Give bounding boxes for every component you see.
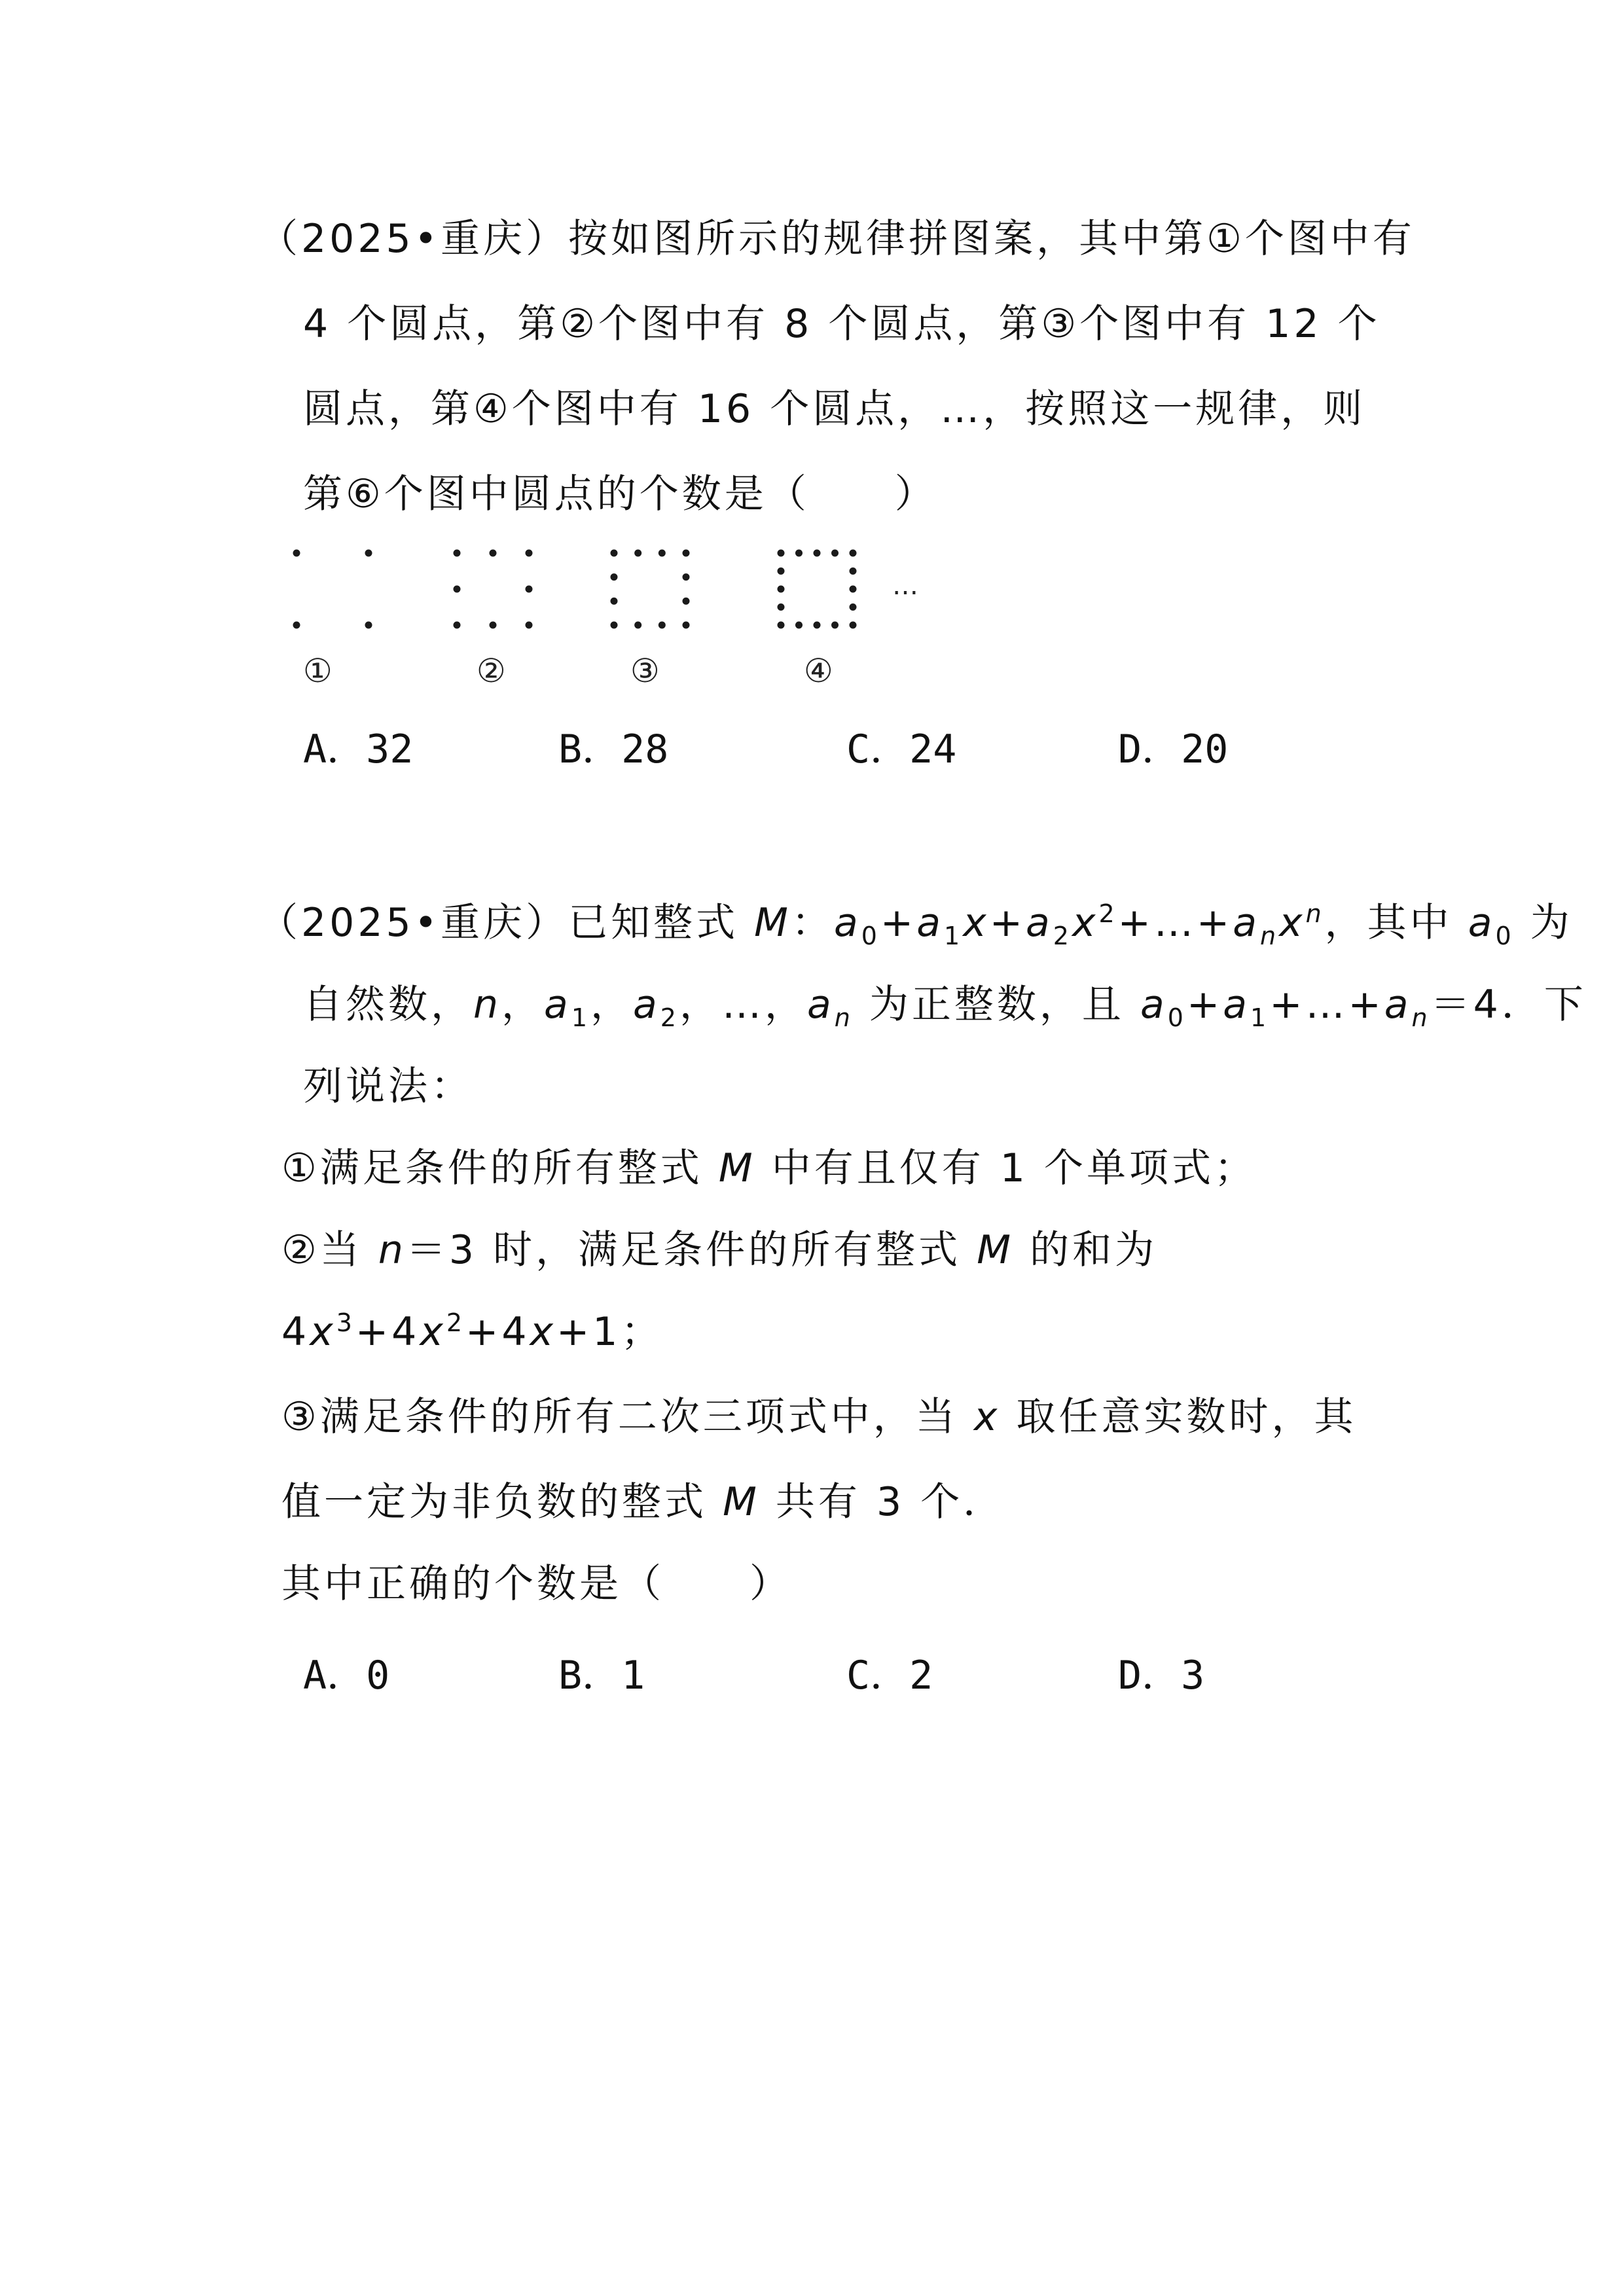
pattern-2-dot-5 — [526, 586, 533, 593]
pattern-2-dot-7 — [490, 622, 497, 629]
pattern-1-dot-4 — [365, 622, 372, 629]
q2-conclusion: 其中正确的个数是（ ） — [281, 1561, 792, 1607]
q1-option-c[interactable] — [846, 726, 957, 772]
q1-option-c-value: 24 — [909, 726, 957, 772]
q1-option-b[interactable] — [558, 726, 669, 772]
pattern-4-dot-15 — [831, 622, 839, 629]
figure-label-2: ② — [477, 652, 506, 690]
pattern-1-dot-3 — [293, 622, 300, 629]
q1-option-b-value: 28 — [621, 726, 669, 772]
pattern-2-dot-2 — [490, 550, 497, 557]
q1-option-d-value: 20 — [1181, 726, 1229, 772]
pattern-3-dot-1 — [611, 550, 618, 557]
pattern-2-dot-4 — [454, 586, 461, 593]
q2-statement-3: ③满足条件的所有二次三项式中，当 x 取任意实数时，其 — [281, 1394, 1357, 1440]
q2-option-d-letter: D． — [1118, 1653, 1182, 1698]
dot-pattern-svg — [274, 543, 928, 648]
q2-line-2: 自然数，n，$a_1$，$a_2$，…，$a_n$ 为正整数，且 $a_0+a_1+\dots+a_n=4$．下 — [303, 982, 1587, 1032]
q2-option-c[interactable] — [846, 1653, 933, 1698]
dot-pattern-figure — [274, 543, 928, 694]
pattern-3-dot-6 — [683, 573, 690, 581]
q2-option-b[interactable] — [558, 1653, 645, 1698]
q1-option-a-letter: A． — [303, 726, 367, 772]
pattern-2-dot-6 — [454, 622, 461, 629]
pattern-3-dot-7 — [611, 598, 618, 605]
pattern-3-dot-5 — [611, 573, 618, 581]
figure-label-3: ③ — [630, 652, 660, 690]
q1-option-a-value: 32 — [366, 726, 414, 772]
q2-option-c-value: 2 — [909, 1653, 933, 1698]
pattern-2-dot-8 — [526, 622, 533, 629]
q2-option-c-letter: C． — [846, 1653, 910, 1698]
pattern-4-dot-5 — [850, 550, 857, 557]
figure-label-4: ④ — [804, 652, 833, 690]
q2-option-b-letter: B． — [558, 1653, 622, 1698]
pattern-4-dot-8 — [778, 586, 785, 593]
pattern-1-dot-2 — [365, 550, 372, 557]
pattern-4-dot-14 — [814, 622, 821, 629]
q2-statement-2-expression: $4x^3+4x^2+4x+1$； — [281, 1308, 664, 1355]
q1-option-d-letter: D． — [1118, 726, 1182, 772]
pattern-4-dot-12 — [778, 622, 785, 629]
q1-line-4 — [303, 471, 937, 517]
pattern-3-dot-2 — [634, 550, 641, 557]
q1-option-b-letter: B． — [558, 726, 622, 772]
pattern-4-dot-10 — [778, 603, 785, 611]
pattern-2-dot-3 — [526, 550, 533, 557]
pattern-3-dot-9 — [611, 622, 618, 629]
pattern-4-dot-1 — [778, 550, 785, 557]
pattern-3-dot-11 — [659, 622, 666, 629]
pattern-4-dot-13 — [795, 622, 803, 629]
q2-option-a-letter: A． — [303, 1653, 367, 1698]
q2-option-a-value: 0 — [366, 1653, 390, 1698]
q1-stem-line4: 第⑥个图中圆点的个数是（ ） — [303, 471, 937, 517]
pattern-1-dot-1 — [293, 550, 300, 557]
pattern-4-dot-11 — [850, 603, 857, 611]
q2-option-a[interactable] — [303, 1653, 390, 1698]
pattern-3-dot-12 — [683, 622, 690, 629]
pattern-4-dot-2 — [795, 550, 803, 557]
pattern-3-dot-8 — [683, 598, 690, 605]
q1-source: （2025•重庆） — [259, 216, 569, 262]
q2-option-d-value: 3 — [1181, 1653, 1205, 1698]
var-M: M — [754, 900, 791, 946]
pattern-4-dot-6 — [778, 567, 785, 575]
q1-stem-line2: 4 个圆点，第②个图中有 8 个圆点，第③个图中有 12 个 — [303, 301, 1380, 347]
q1-option-d[interactable] — [1118, 726, 1229, 772]
pattern-2-dot-1 — [454, 550, 461, 557]
pattern-3-dot-3 — [659, 550, 666, 557]
q2-option-d[interactable] — [1118, 1653, 1205, 1698]
q2-statement-3-cont: 值一定为非负数的整式 M 共有 3 个． — [281, 1479, 1006, 1525]
pattern-3-dot-4 — [683, 550, 690, 557]
q2-statement-2: ②当 n＝3 时，满足条件的所有整式 M 的和为 — [281, 1227, 1158, 1273]
q1-stem-line1: 按如图所示的规律拼图案，其中第①个图中有 — [568, 216, 1415, 262]
pattern-3-dot-10 — [634, 622, 641, 629]
pattern-4-dot-3 — [814, 550, 821, 557]
q1-line-1 — [259, 216, 1415, 262]
figure-ellipsis: … — [892, 571, 918, 601]
q1-option-c-letter: C． — [846, 726, 910, 772]
figure-label-1: ① — [303, 652, 333, 690]
q2-source: （2025•重庆） — [259, 900, 569, 946]
q2-line-1: （2025•重庆）已知整式 M：$a_0+a_1x+a_2x^2+\dots+a_nx^n$，其中 $a_0$ 为 — [259, 899, 1573, 950]
q1-stem-line3: 圆点，第④个图中有 16 个圆点，…，按照这一规律，则 — [303, 386, 1366, 432]
q1-line-3 — [303, 386, 1366, 432]
q2-line-3: 列说法： — [303, 1064, 473, 1109]
pattern-4-dot-4 — [831, 550, 839, 557]
q2-option-b-value: 1 — [621, 1653, 645, 1698]
q1-line-2 — [303, 301, 1380, 347]
pattern-4-dot-16 — [850, 622, 857, 629]
q1-option-a[interactable] — [303, 726, 414, 772]
pattern-4-dot-9 — [850, 586, 857, 593]
q2-statement-1: ①满足条件的所有整式 M 中有且仅有 1 个单项式； — [281, 1145, 1257, 1191]
pattern-4-dot-7 — [850, 567, 857, 575]
